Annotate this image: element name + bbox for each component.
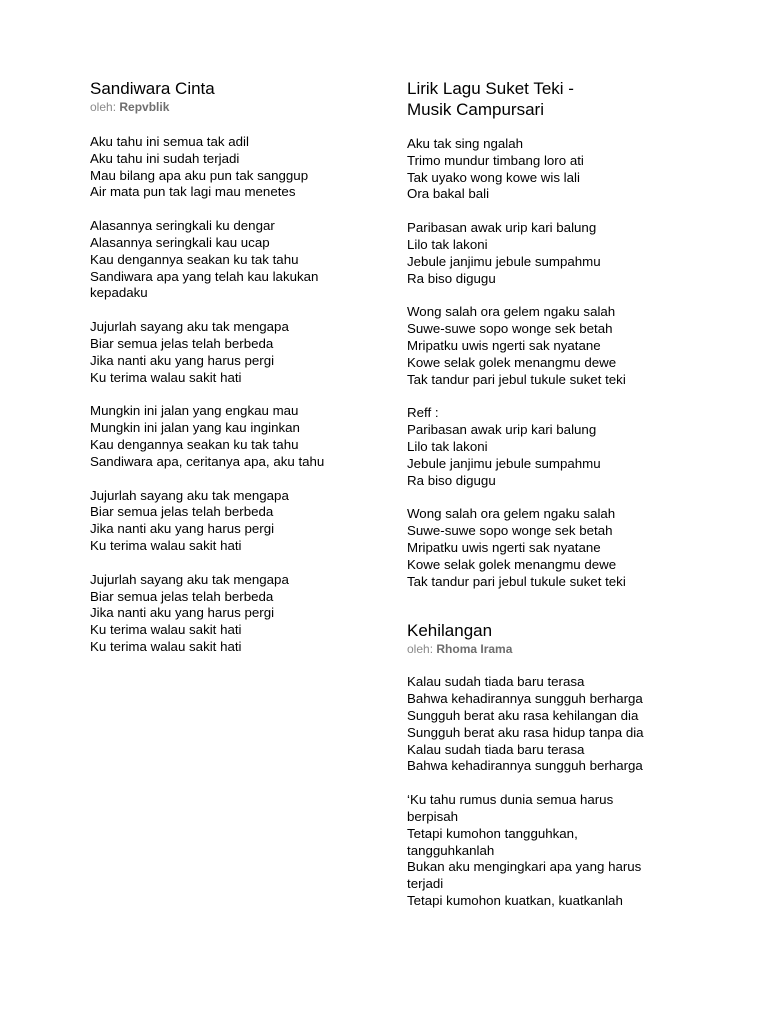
stanza	[407, 674, 707, 775]
song-byline	[90, 100, 370, 115]
lyric-line: Kowe selak golek menangmu dewe	[407, 556, 617, 572]
lyrics	[407, 136, 707, 590]
lyric-line: Paribasan awak urip kari balung	[407, 220, 597, 236]
song-title: Sandiwara Cinta	[90, 79, 215, 98]
lyric-line: Jujurlah sayang aku tak mengapa	[90, 319, 289, 335]
byline-prefix: oleh:	[90, 100, 117, 114]
song-title: Kehilangan	[407, 621, 493, 641]
song-sandiwara-cinta	[90, 78, 370, 656]
lyric-line: Aku tak sing ngalah	[407, 136, 524, 151]
lyric-line: Sungguh berat aku rasa hidup tanpa dia	[407, 724, 644, 740]
lyric-line: Aku tahu ini sudah terjadi	[90, 150, 240, 166]
lyric-line: terjadi	[407, 876, 444, 892]
stanza	[407, 405, 707, 489]
song-author: Repvblik	[119, 100, 170, 114]
lyric-line: Ra biso digugu	[407, 472, 496, 488]
lyric-line: berpisah	[407, 808, 459, 824]
stanza	[407, 792, 707, 910]
stanza	[407, 304, 707, 388]
lyric-line: Ku terima walau sakit hati	[90, 638, 242, 654]
lyric-line: Mripatku uwis ngerti sak nyatane	[407, 539, 601, 555]
lyric-line: Mungkin ini jalan yang engkau mau	[90, 403, 299, 419]
lyric-line: Reff :	[407, 405, 439, 421]
lyric-line: tangguhkanlah	[407, 842, 495, 858]
lyric-line: Tetapi kumohon tangguhkan,	[407, 825, 578, 841]
lyric-line: Wong salah ora gelem ngaku salah	[407, 506, 616, 522]
stanza	[407, 220, 707, 287]
lyric-line: Jika nanti aku yang harus pergi	[90, 605, 275, 621]
lyrics	[407, 674, 707, 909]
lyric-line: Alasannya seringkali ku dengar	[90, 218, 275, 234]
lyric-line: Kalau sudah tiada baru terasa	[407, 674, 585, 690]
lyric-line: Jebule janjimu jebule sumpahmu	[407, 455, 601, 471]
song-byline	[407, 642, 707, 657]
stanza	[407, 506, 707, 590]
lyric-line: Sandiwara apa yang telah kau lakukan	[90, 268, 319, 284]
song-kehilangan	[407, 620, 707, 909]
lyric-line: Kau dengannya seakan ku tak tahu	[90, 251, 299, 267]
lyric-line: Tetapi kumohon kuatkan, kuatkanlah	[407, 892, 623, 908]
lyric-line: Bukan aku mengingkari apa yang harus	[407, 859, 642, 875]
stanza	[90, 403, 370, 470]
stanza	[90, 488, 370, 555]
lyric-line: Mungkin ini jalan yang kau inginkan	[90, 420, 300, 436]
lyric-line: Lilo tak lakoni	[407, 438, 488, 454]
lyric-line: Sandiwara apa, ceritanya apa, aku tahu	[90, 453, 325, 469]
lyric-line: Ku terima walau sakit hati	[90, 622, 242, 638]
lyric-line: kepadaku	[90, 285, 148, 301]
song-title-line-1: Lirik Lagu Suket Teki -	[407, 79, 574, 98]
lyric-line: Suwe-suwe sopo wonge sek betah	[407, 523, 613, 539]
lyric-line: Alasannya seringkali kau ucap	[90, 234, 270, 250]
song-title	[407, 78, 707, 120]
stanza	[90, 572, 370, 656]
stanza	[407, 136, 707, 203]
lyric-line: Ra biso digugu	[407, 270, 496, 286]
lyric-line: Air mata pun tak lagi mau menetes	[90, 184, 296, 200]
lyric-line: Ku terima walau sakit hati	[90, 537, 242, 553]
stanza	[90, 319, 370, 386]
lyric-line: Kowe selak golek menangmu dewe	[407, 354, 617, 370]
song-suket-teki	[407, 78, 707, 590]
stanza	[90, 218, 370, 302]
lyric-line: Mau bilang apa aku pun tak sanggup	[90, 167, 309, 183]
lyric-line: Suwe-suwe sopo wonge sek betah	[407, 321, 613, 337]
lyric-line: Jika nanti aku yang harus pergi	[90, 352, 275, 368]
song-title-line-2: Musik Campursari	[407, 100, 544, 119]
lyric-line: Paribasan awak urip kari balung	[407, 422, 597, 438]
lyric-line: Jika nanti aku yang harus pergi	[90, 521, 275, 537]
stanza	[90, 134, 370, 201]
lyric-line: Sungguh berat aku rasa kehilangan dia	[407, 707, 639, 723]
lyric-line: Bahwa kehadirannya sungguh berharga	[407, 758, 643, 774]
byline-prefix: oleh:	[407, 642, 434, 657]
lyric-line: Kau dengannya seakan ku tak tahu	[90, 436, 299, 452]
lyric-line: Trimo mundur timbang loro ati	[407, 152, 584, 168]
lyric-line: Jujurlah sayang aku tak mengapa	[90, 571, 289, 587]
lyric-line: Jebule janjimu jebule sumpahmu	[407, 253, 601, 269]
lyric-line: Biar semua jelas telah berbeda	[90, 588, 274, 604]
lyric-line: Jujurlah sayang aku tak mengapa	[90, 487, 289, 503]
lyric-line: Aku tahu ini semua tak adil	[90, 134, 249, 149]
song-author: Rhoma Irama	[436, 642, 513, 657]
lyric-line: Biar semua jelas telah berbeda	[90, 335, 274, 351]
lyric-line: Tak uyako wong kowe wis lali	[407, 169, 580, 185]
left-column	[90, 78, 370, 673]
lyric-line: Mripatku uwis ngerti sak nyatane	[407, 337, 601, 353]
lyric-line: ‘Ku tahu rumus dunia semua harus	[407, 792, 614, 808]
lyric-line: Ku terima walau sakit hati	[90, 369, 242, 385]
lyric-line: Wong salah ora gelem ngaku salah	[407, 304, 616, 320]
lyric-line: Tak tandur pari jebul tukule suket teki	[407, 371, 626, 387]
lyric-line: Tak tandur pari jebul tukule suket teki	[407, 573, 626, 589]
lyric-line: Lilo tak lakoni	[407, 236, 488, 252]
right-column	[407, 78, 707, 927]
lyrics	[90, 134, 370, 656]
lyric-line: Biar semua jelas telah berbeda	[90, 504, 274, 520]
lyric-line: Bahwa kehadirannya sungguh berharga	[407, 691, 643, 707]
lyric-line: Kalau sudah tiada baru terasa	[407, 741, 585, 757]
lyric-line: Ora bakal bali	[407, 186, 490, 202]
